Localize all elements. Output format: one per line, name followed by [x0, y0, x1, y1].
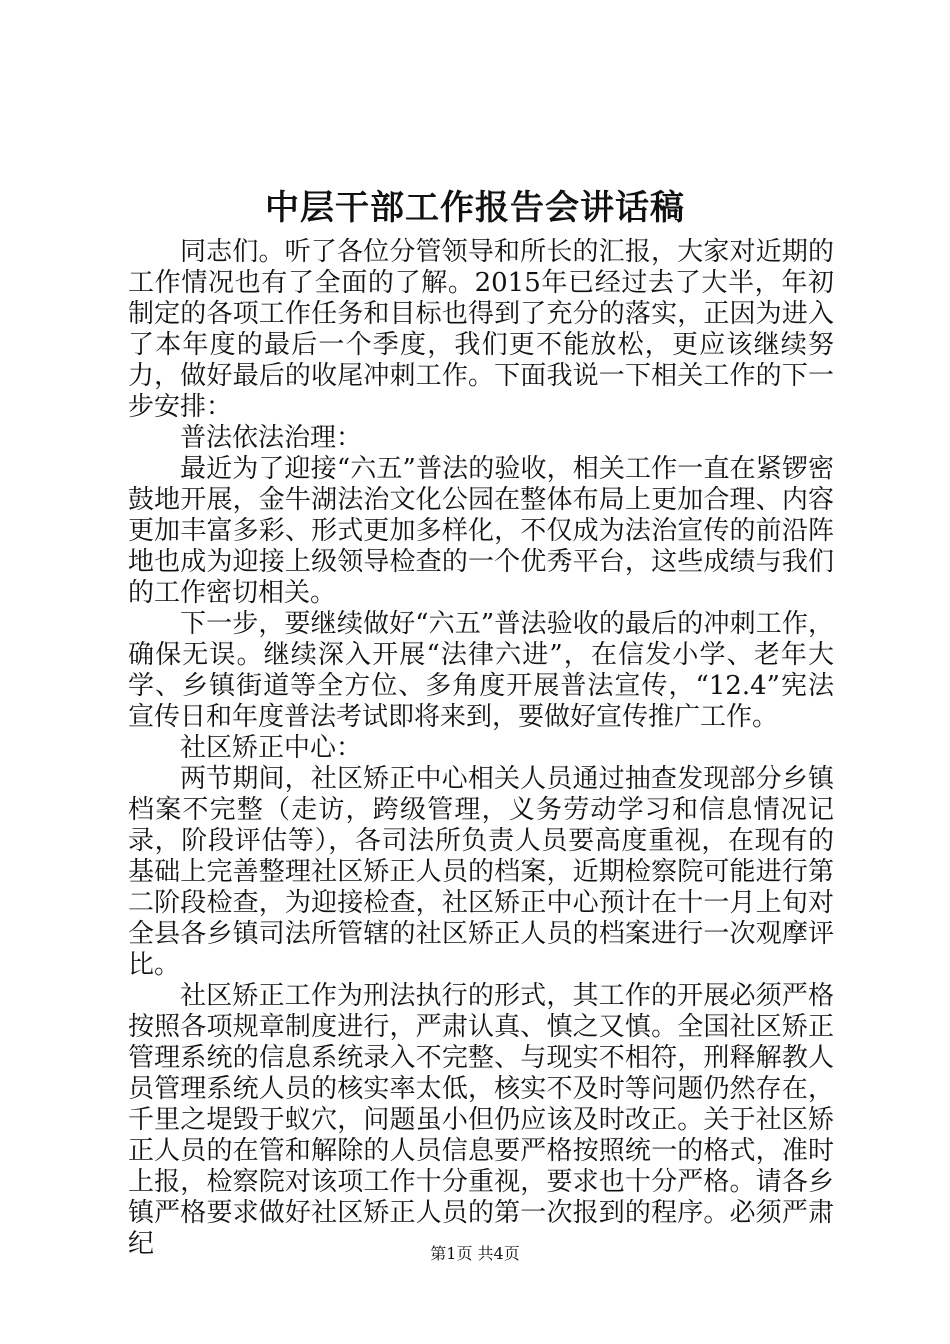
section-heading-community-correction: 社区矫正中心：	[180, 733, 363, 763]
paragraph-intro: 同志们。听了各位分管领导和所长的汇报，大家对近期的工作情况也有了全面的了解。2015年已经过去了大半，年初制定的各项工作任务和目标也得到了充分的落实，正因为进入了本年度的最后一个季度，我们更不能放松，更应该继续努力，做好最后的收尾冲刺工作。下面我说一下相关工作的下一步安排：	[128, 237, 834, 422]
paragraph-legal-progress: 最近为了迎接“六五”普法的验收，相关工作一直在紧锣密鼓地开展，金牛湖法治文化公园在整体布局上更加合理、内容更加丰富多彩、形式更加多样化，不仅成为法治宣传的前沿阵地也成为迎接上级领导检查的一个优秀平台，这些成绩与我们的工作密切相关。	[128, 454, 834, 608]
section-heading-legal-governance: 普法依法治理：	[180, 423, 363, 453]
paragraph-correction-rules: 社区矫正工作为刑法执行的形式，其工作的开展必须严格按照各项规章制度进行，严肃认真、慎之又慎。全国社区矫正管理系统的信息系统录入不完整、与现实不相符，刑释解教人员管理系统人员的核实率太低，核实不及时等问题仍然存在，千里之堤毁于蚁穴，问题虽小但仍应该及时改正。关于社区矫正人员的在管和解除的人员信息要严格按照统一的格式，准时上报，检察院对该项工作十分重视，要求也十分严格。请各乡镇严格要求做好社区矫正人员的第一次报到的程序。必须严肃纪	[128, 981, 834, 1259]
paragraph-correction-archives: 两节期间，社区矫正中心相关人员通过抽查发现部分乡镇档案不完整（走访，跨级管理，义务劳动学习和信息情况记录，阶段评估等），各司法所负责人员要高度重视，在现有的基础上完善整理社区矫正人员的档案，近期检察院可能进行第二阶段检查，为迎接检查，社区矫正中心预计在十一月上旬对全县各乡镇司法所管辖的社区矫正人员的档案进行一次观摩评比。	[128, 764, 834, 980]
document-body	[128, 237, 834, 1260]
page-footer: 第1页 共4页	[430, 1244, 520, 1263]
paragraph-legal-next-steps: 下一步，要继续做好“六五”普法验收的最后的冲刺工作，确保无误。继续深入开展“法律六进”，在信发小学、老年大学、乡镇街道等全方位、多角度开展普法宣传，“12.4”宪法宣传日和年度普法考试即将来到，要做好宣传推广工作。	[128, 609, 834, 732]
document-title: 中层干部工作报告会讲话稿	[265, 188, 685, 228]
